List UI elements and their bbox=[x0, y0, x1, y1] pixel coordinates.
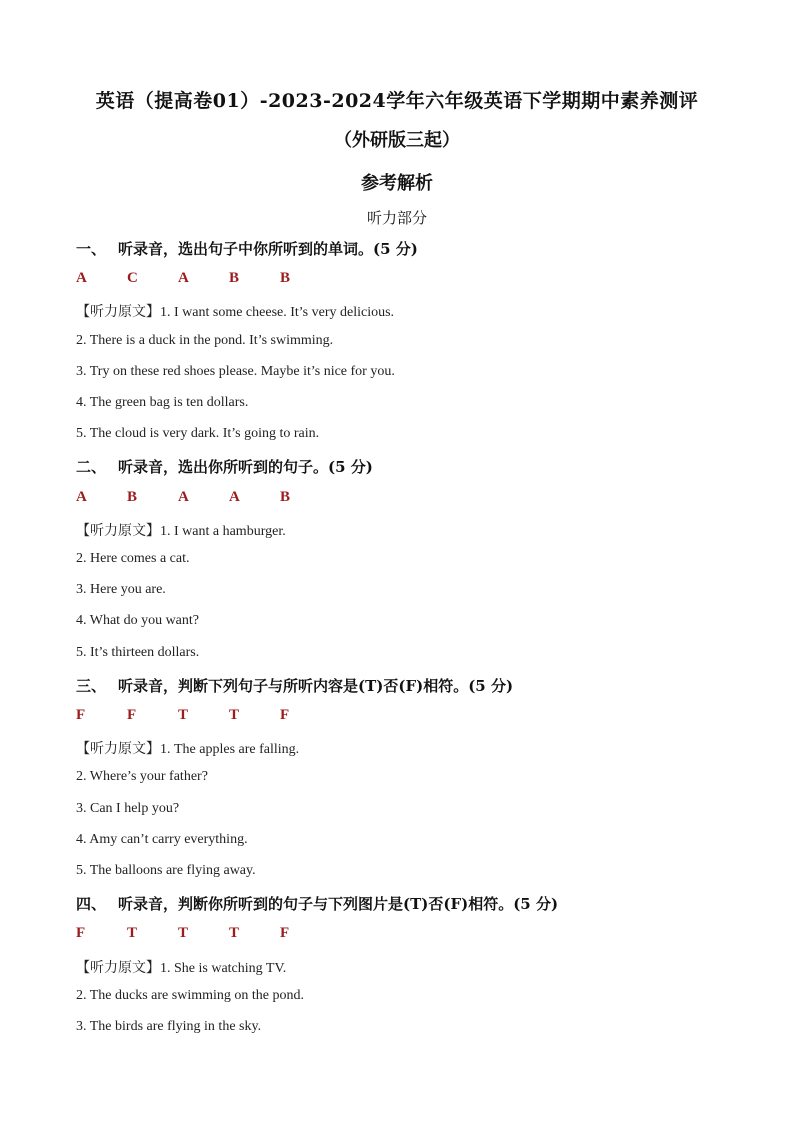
script-line: 4. What do you want? bbox=[76, 613, 199, 628]
script-line: 3. Can I help you? bbox=[76, 801, 180, 816]
script-line: 3. Here you are. bbox=[76, 582, 166, 597]
answer-2: T bbox=[127, 925, 138, 941]
script-text: 1. She is watching TV. bbox=[160, 961, 287, 976]
section-2-heading bbox=[76, 456, 373, 477]
answer-5: B bbox=[280, 270, 291, 286]
answer-2: F bbox=[127, 707, 137, 723]
answer-3: A bbox=[178, 270, 189, 286]
answer-5: F bbox=[280, 925, 290, 941]
answer-1: F bbox=[76, 707, 86, 723]
answer-3: T bbox=[178, 925, 189, 941]
script-line: 2. Where’s your father? bbox=[76, 769, 208, 784]
script-line bbox=[76, 738, 299, 758]
script-line: 4. Amy can’t carry everything. bbox=[76, 832, 248, 847]
section-3-heading bbox=[76, 675, 513, 696]
section-4-heading bbox=[76, 893, 558, 914]
answer-4: A bbox=[229, 489, 240, 505]
section-2-number: 二、 bbox=[76, 458, 107, 476]
script-tag: 【听力原文】 bbox=[76, 741, 160, 757]
section-1-number: 一、 bbox=[76, 240, 107, 258]
script-line bbox=[76, 520, 286, 540]
edition-label: （外研版三起） bbox=[334, 130, 460, 151]
section-1-instruction: 听录音，选出句子中你所听到的单词。(5 分) bbox=[118, 240, 418, 258]
script-line: 2. There is a duck in the pond. It’s swimming. bbox=[76, 333, 334, 348]
script-line: 3. The birds are flying in the sky. bbox=[76, 1019, 262, 1034]
answer-3: T bbox=[178, 707, 189, 723]
script-tag: 【听力原文】 bbox=[76, 304, 160, 320]
answer-2: B bbox=[127, 489, 138, 505]
answer-4: T bbox=[229, 925, 240, 941]
section-1-heading bbox=[76, 238, 418, 259]
section-4-instruction: 听录音，判断你所听到的句子与下列图片是(T)否(F)相符。(5 分) bbox=[118, 895, 559, 913]
script-line: 2. Here comes a cat. bbox=[76, 551, 190, 566]
answer-4: T bbox=[229, 707, 240, 723]
answer-5: F bbox=[280, 707, 290, 723]
script-line bbox=[76, 957, 286, 977]
answer-2: C bbox=[127, 270, 138, 286]
section-4-number: 四、 bbox=[76, 895, 107, 913]
script-line: 4. The green bag is ten dollars. bbox=[76, 395, 249, 410]
script-line: 2. The ducks are swimming on the pond. bbox=[76, 988, 304, 1003]
script-line: 5. The balloons are flying away. bbox=[76, 863, 256, 878]
listening-part-heading: 听力部分 bbox=[366, 209, 427, 227]
script-tag: 【听力原文】 bbox=[76, 523, 160, 539]
answer-1: A bbox=[76, 270, 87, 286]
answer-4: B bbox=[229, 270, 240, 286]
answer-3: A bbox=[178, 489, 189, 505]
script-line: 5. It’s thirteen dollars. bbox=[76, 645, 200, 660]
script-text: 1. I want some cheese. It’s very delicious. bbox=[160, 305, 395, 320]
answer-1: A bbox=[76, 489, 87, 505]
section-2-instruction: 听录音，选出你所听到的句子。(5 分) bbox=[118, 458, 373, 476]
answer-5: B bbox=[280, 489, 291, 505]
script-text: 1. I want a hamburger. bbox=[160, 524, 286, 539]
answer-1: F bbox=[76, 925, 86, 941]
script-text: 1. The apples are falling. bbox=[160, 742, 300, 757]
script-line: 5. The cloud is very dark. It’s going to rain. bbox=[76, 426, 320, 441]
script-tag: 【听力原文】 bbox=[76, 960, 160, 976]
section-3-instruction: 听录音，判断下列句子与所听内容是(T)否(F)相符。(5 分) bbox=[118, 677, 514, 695]
answer-key-heading: 参考解析 bbox=[361, 173, 433, 194]
document-title: 英语（提高卷01）-2023-2024学年六年级英语下学期期中素养测评 bbox=[95, 90, 699, 112]
script-line bbox=[76, 301, 394, 321]
script-line: 3. Try on these red shoes please. Maybe it’s nice for you. bbox=[76, 364, 395, 379]
section-3-number: 三、 bbox=[76, 677, 107, 695]
